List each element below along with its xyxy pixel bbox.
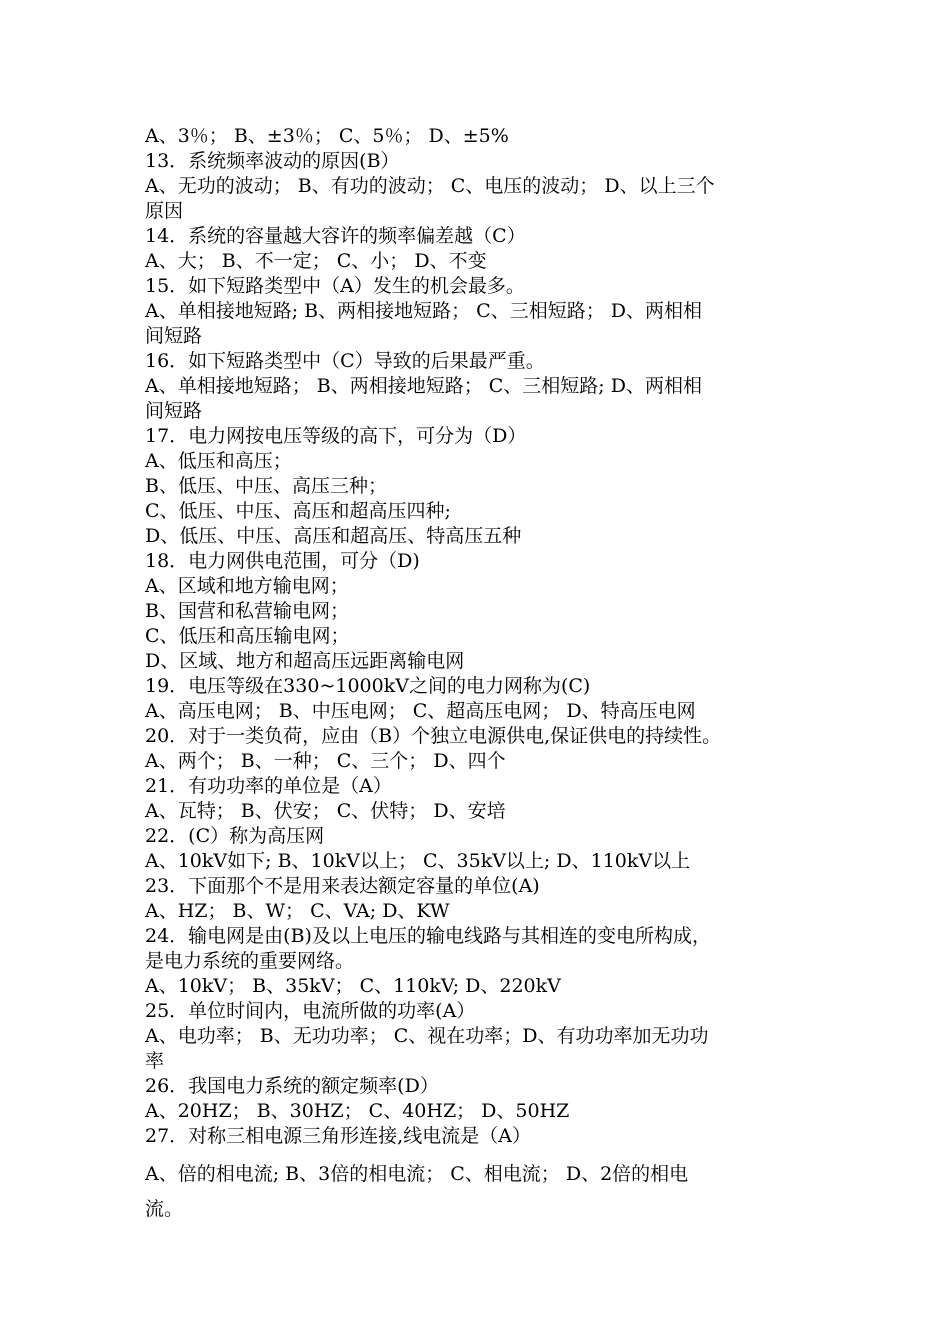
text-line: 是电力系统的重要网络。 xyxy=(145,950,355,972)
text-line: C、低压和高压输电网； xyxy=(145,625,350,647)
question-list xyxy=(145,124,810,1149)
last-answer-block xyxy=(145,1157,810,1227)
text-line: A、瓦特； B、伏安； C、伏特； D、安培 xyxy=(145,800,506,822)
text-line: A、区域和地方输电网； xyxy=(145,575,349,597)
text-line: 间短路 xyxy=(145,325,203,347)
text-line: 间短路 xyxy=(145,400,203,422)
text-line: 21．有功功率的单位是（A） xyxy=(145,775,392,797)
text-line: 23．下面那个不是用来表达额定容量的单位(A) xyxy=(145,875,540,897)
text-line: A、单相接地短路； B、两相接地短路； C、三相短路; D、两相相 xyxy=(145,375,702,397)
text-line: 15．如下短路类型中（A）发生的机会最多。 xyxy=(145,275,525,297)
text-line: A、HZ； B、W； C、VA; D、KW xyxy=(145,900,450,922)
text-line: 20．对于一类负荷，应由（B）个独立电源供电,保证供电的持续性。 xyxy=(145,725,722,747)
text-line: 原因 xyxy=(145,200,184,222)
text-line: A、10kV； B、35kV； C、110kV; D、220kV xyxy=(145,975,561,997)
text-line: A、倍的相电流; B、3倍的相电流； C、相电流； D、2倍的相电 xyxy=(145,1163,689,1185)
text-line: A、无功的波动； B、有功的波动； C、电压的波动； D、以上三个 xyxy=(145,175,715,197)
text-line: 14．系统的容量越大容许的频率偏差越（C） xyxy=(145,225,526,247)
text-line: 19．电压等级在330~1000kV之间的电力网称为(C) xyxy=(145,675,591,697)
text-line: 16．如下短路类型中（C）导致的后果最严重。 xyxy=(145,350,545,372)
text-line: A、大； B、不一定； C、小； D、不变 xyxy=(145,250,487,272)
text-line: A、两个； B、一种； C、三个； D、四个 xyxy=(145,750,506,772)
text-line: 流。 xyxy=(145,1198,184,1220)
text-line: A、20HZ； B、30HZ； C、40HZ； D、50HZ xyxy=(145,1100,570,1122)
paragraph-gap xyxy=(145,1149,810,1157)
text-line: A、高压电网； B、中压电网； C、超高压电网； D、特高压电网 xyxy=(145,700,696,722)
text-line: 26．我国电力系统的额定频率(D） xyxy=(145,1075,439,1097)
text-line: 22．(C）称为高压网 xyxy=(145,825,325,847)
text-line: A、3％； B、±3％； C、5％； D、±5% xyxy=(145,125,509,147)
text-line: 17．电力网按电压等级的高下，可分为（D） xyxy=(145,425,527,447)
text-line: A、10kV如下; B、10kV以上； C、35kV以上; D、110kV以上 xyxy=(145,850,691,872)
text-line: 25．单位时间内，电流所做的功率(A） xyxy=(145,1000,476,1022)
text-line: D、区域、地方和超高压远距离输电网 xyxy=(145,650,465,672)
text-line: C、低压、中压、高压和超高压四种; xyxy=(145,500,451,522)
text-line: 18．电力网供电范围，可分（D) xyxy=(145,550,420,572)
text-line: 27．对称三相电源三角形连接,线电流是（A） xyxy=(145,1125,531,1147)
text-line: 13．系统频率波动的原因(B） xyxy=(145,150,400,172)
text-line: A、低压和高压； xyxy=(145,450,292,472)
text-line: B、低压、中压、高压三种； xyxy=(145,475,387,497)
text-line: A、电功率； B、无功功率； C、视在功率；D、有功功率加无功功 xyxy=(145,1025,709,1047)
text-line: 24．输电网是由(B)及以上电压的输电线路与其相连的变电所构成， xyxy=(145,925,711,947)
text-line: D、低压、中压、高压和超高压、特高压五种 xyxy=(145,525,522,547)
text-line: 率 xyxy=(145,1050,165,1072)
text-line: B、国营和私营输电网； xyxy=(145,600,349,622)
text-line: A、单相接地短路; B、两相接地短路； C、三相短路； D、两相相 xyxy=(145,300,702,322)
document-page xyxy=(145,124,810,1227)
